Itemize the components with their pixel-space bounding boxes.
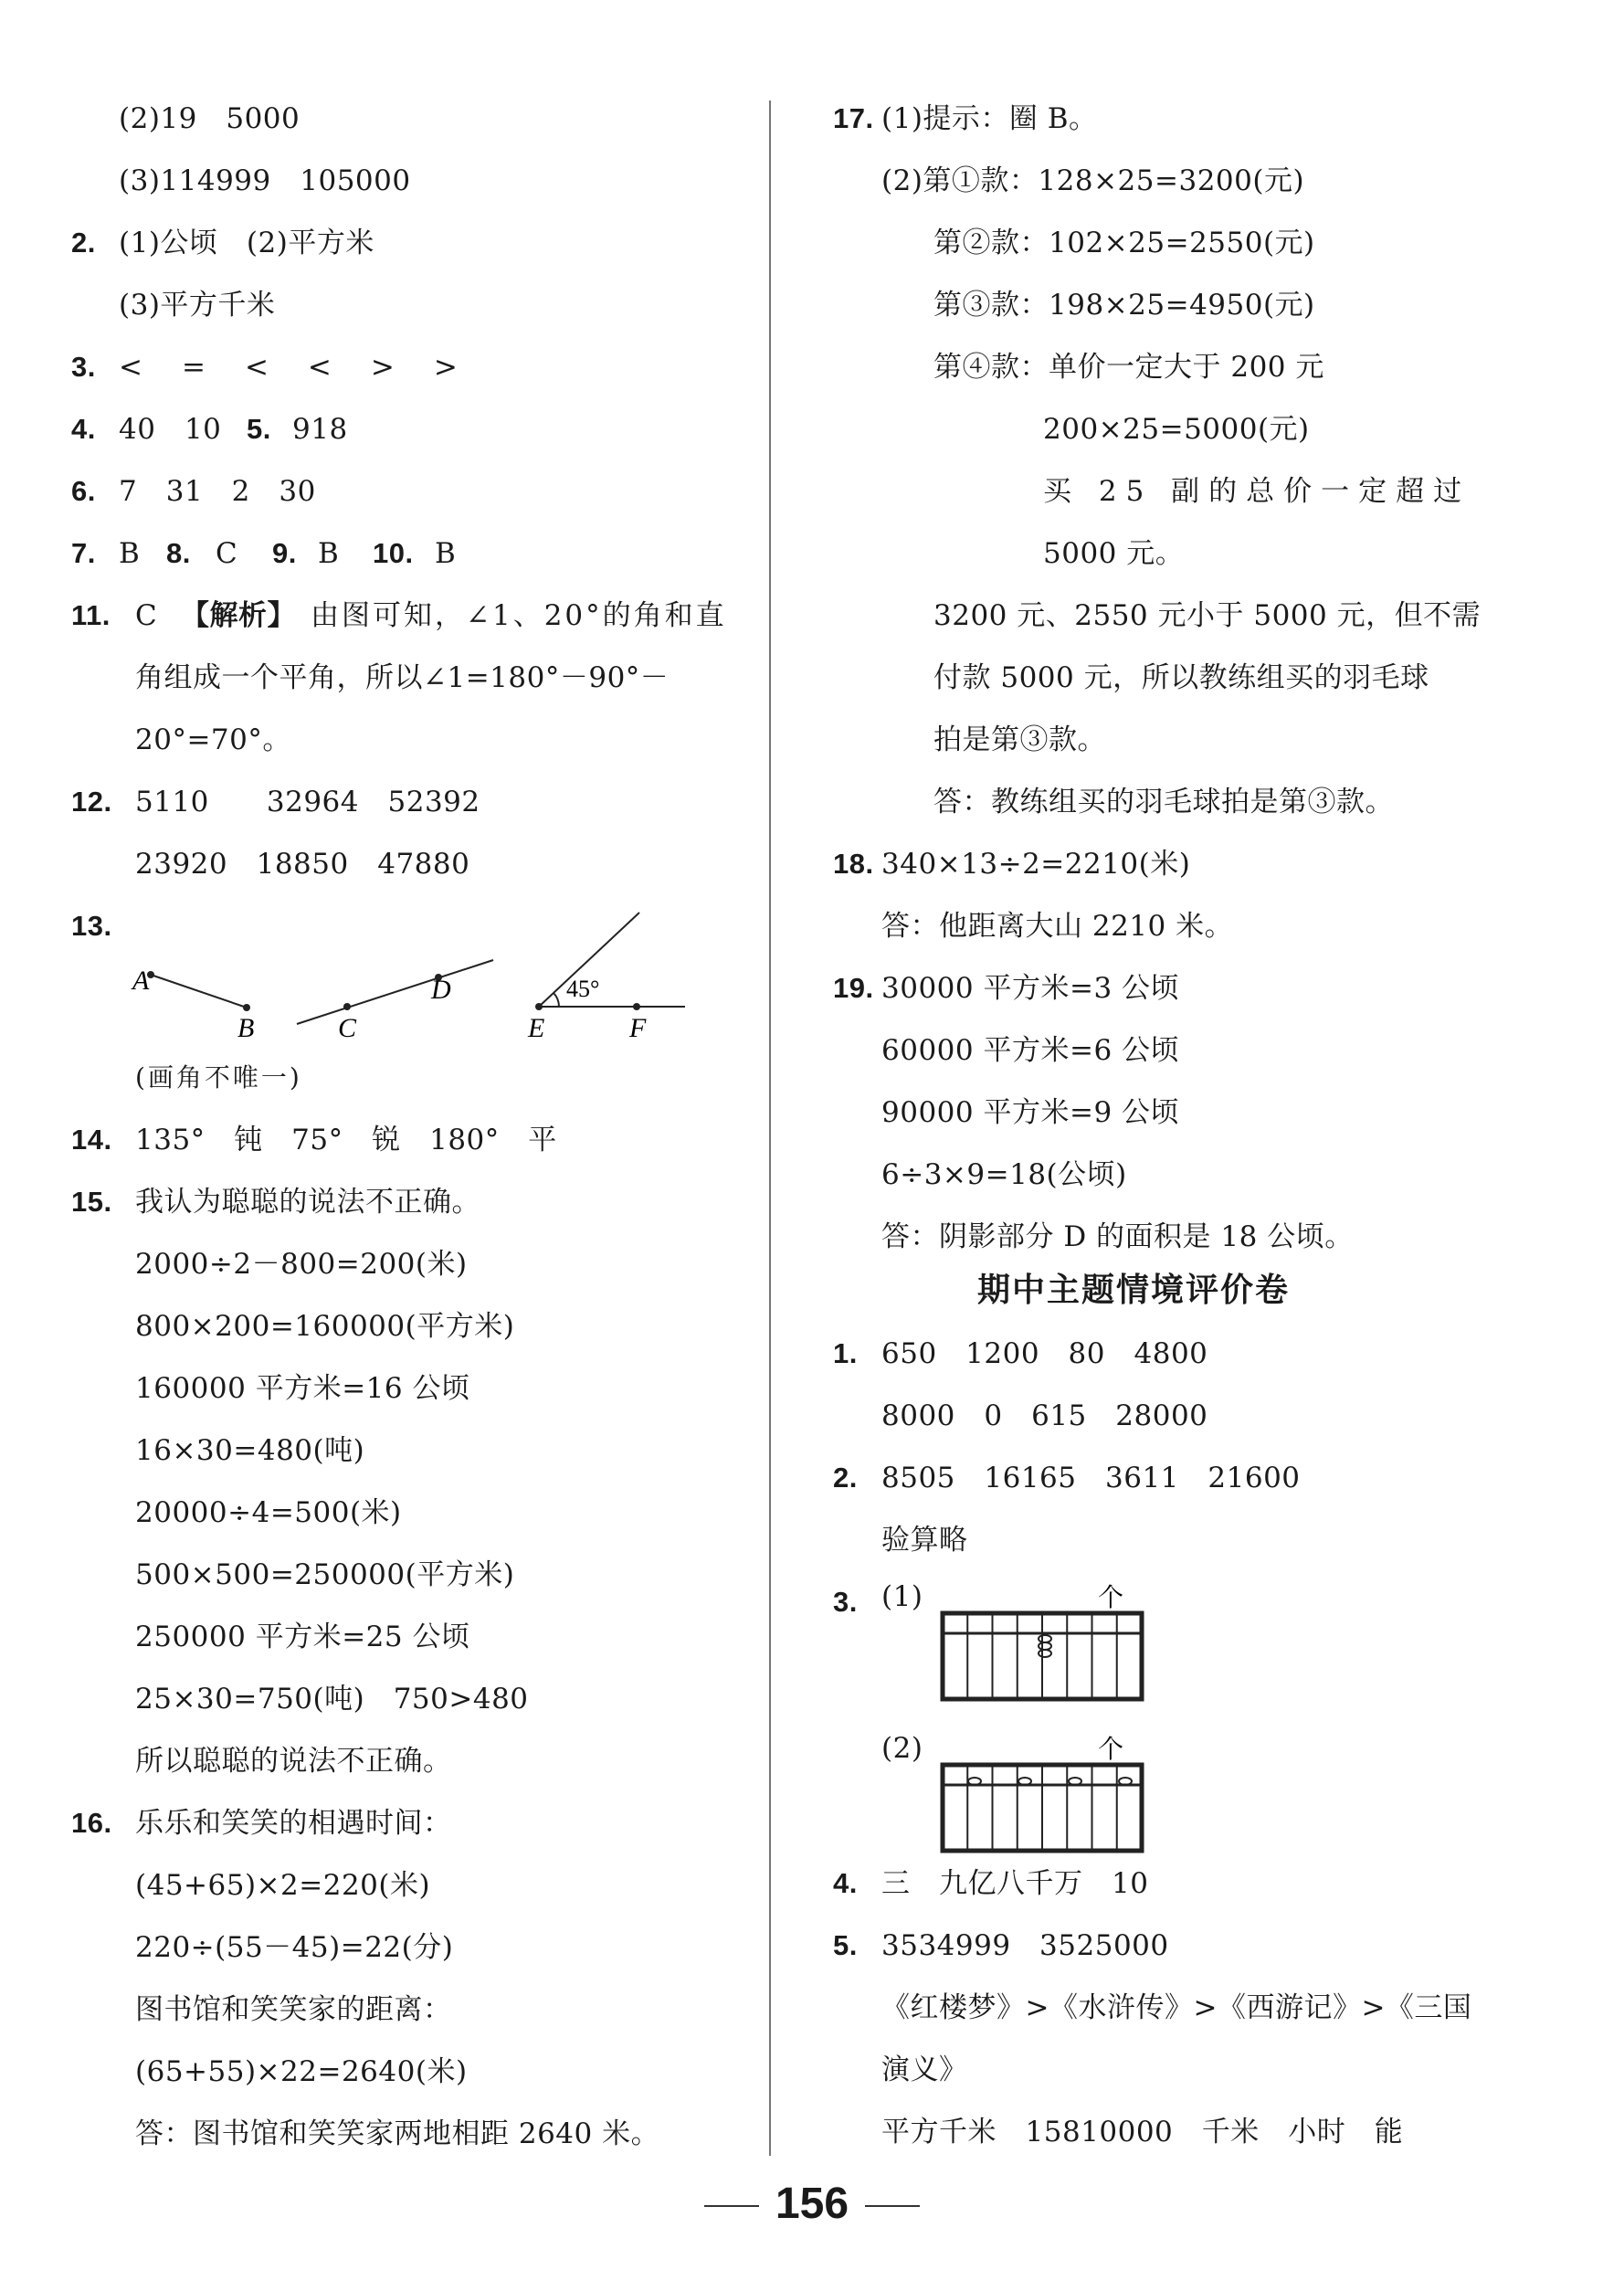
question-number: 4. xyxy=(71,413,96,445)
answer-line: 16×30=480(吨) xyxy=(135,1434,365,1467)
answer-line: (65+55)×22=2640(米) xyxy=(135,2055,468,2088)
answer-line: (2)19 5000 xyxy=(119,102,301,135)
label-d: D xyxy=(431,975,451,1005)
answer-line: 平方千米 15810000 千米 小时 能 xyxy=(881,2116,1404,2148)
part-label: (2) xyxy=(881,1732,923,1765)
question-number: 3. xyxy=(71,351,96,383)
answer-line: 我认为聪聪的说法不正确。 xyxy=(135,1186,480,1219)
answer-line: 20000÷4=500(米) xyxy=(135,1496,402,1529)
answer-line: C xyxy=(135,599,158,632)
answer-line: 8505 16165 3611 21600 xyxy=(881,1462,1301,1494)
answer-line: 第④款：单价一定大于 200 元 xyxy=(933,351,1324,384)
figure-note: (画角不唯一) xyxy=(135,1062,302,1093)
answer-line: 5000 元。 xyxy=(1043,537,1185,570)
answer-line: 5110 32964 52392 xyxy=(135,786,480,818)
answer-line: (2)第①款：128×25=3200(元) xyxy=(881,164,1305,197)
ones-place-label: 个 xyxy=(1098,1736,1124,1764)
question-number: 13. xyxy=(71,910,112,942)
answer-line: 500×500=250000(平方米) xyxy=(135,1558,515,1591)
answer-line: 23920 18850 47880 xyxy=(135,848,470,881)
question-number: 16. xyxy=(71,1807,112,1839)
answer-line: 答：图书馆和笑笑家两地相距 2640 米。 xyxy=(135,2117,660,2150)
question-number: 9. xyxy=(272,537,297,569)
answer-line: (1)提示：圈 B。 xyxy=(881,102,1098,135)
counter-abacus-2 xyxy=(932,1730,1151,1854)
ones-place-label: 个 xyxy=(1098,1584,1124,1612)
analysis-tag: 【解析】 xyxy=(181,599,296,632)
answer-line: 图书馆和笑笑家的距离： xyxy=(135,1993,452,2026)
answer-line: 250000 平方米=25 公顷 xyxy=(135,1621,470,1653)
page-number xyxy=(0,2179,1624,2229)
section-title: 期中主题情境评价卷 xyxy=(977,1272,1291,1309)
dash-right xyxy=(865,2205,920,2207)
answer-line: B xyxy=(119,537,141,570)
question-number: 19. xyxy=(833,972,874,1004)
answer-line: 6÷3×9=18(公顷) xyxy=(881,1158,1127,1191)
answer-line: 3534999 3525000 xyxy=(881,1929,1169,1962)
left-column xyxy=(0,0,767,2165)
question-number: 15. xyxy=(71,1186,112,1218)
answer-line: 拍是第③款。 xyxy=(933,723,1106,756)
answer-line: 验算略 xyxy=(881,1524,968,1557)
question-number: 5. xyxy=(833,1929,858,1961)
question-number: 1. xyxy=(833,1337,858,1369)
question-number: 18. xyxy=(833,848,874,880)
answer-line: 第③款：198×25=4950(元) xyxy=(933,289,1315,322)
counter-abacus-1 xyxy=(932,1578,1151,1703)
part-label: (1) xyxy=(881,1580,923,1613)
answer-line: 《红楼梦》>《水浒传》>《西游记》>《三国 xyxy=(881,1991,1472,2024)
answer-line: 340×13÷2=2210(米) xyxy=(881,848,1191,881)
label-e: E xyxy=(528,1013,545,1043)
answer-line: 演义》 xyxy=(881,2053,968,2086)
answer-line: (45+65)×2=220(米) xyxy=(135,1869,431,1902)
answer-line: (3)114999 105000 xyxy=(119,164,411,197)
question-number: 2. xyxy=(71,227,96,259)
question-number: 5. xyxy=(247,413,271,445)
question-number: 14. xyxy=(71,1124,112,1156)
answer-line: 60000 平方米=6 公顷 xyxy=(881,1034,1180,1067)
answer-line: 答：他距离大山 2210 米。 xyxy=(881,910,1234,943)
answer-line: (3)平方千米 xyxy=(119,289,276,322)
label-c: C xyxy=(338,1013,357,1043)
question-number: 8. xyxy=(166,537,191,569)
dash-left xyxy=(704,2205,759,2207)
answer-line: 650 1200 80 4800 xyxy=(881,1337,1208,1370)
answer-line: 所以聪聪的说法不正确。 xyxy=(135,1745,452,1778)
answer-line: 答：教练组买的羽毛球拍是第③款。 xyxy=(933,786,1394,818)
answer-line: 买 25 副的总价一定超过 xyxy=(1043,475,1471,508)
answer-line: 160000 平方米=16 公顷 xyxy=(135,1372,470,1405)
answer-line: 8000 0 615 28000 xyxy=(881,1399,1208,1432)
answer-line: < = < < > > xyxy=(119,351,463,384)
question-number: 3. xyxy=(833,1586,858,1618)
answer-line: 由图可知，∠1、20°的角和直 xyxy=(311,599,727,632)
answer-line: 3200 元、2550 元小于 5000 元，但不需 xyxy=(933,599,1482,632)
question-number: 2. xyxy=(833,1462,858,1494)
question-number: 4. xyxy=(833,1867,858,1899)
answer-line: 角组成一个平角，所以∠1=180°－90°－ xyxy=(135,661,670,694)
answer-line: 30000 平方米=3 公顷 xyxy=(881,972,1180,1005)
angle-figure xyxy=(128,900,694,1046)
answer-line: C xyxy=(216,537,238,570)
segment-ab xyxy=(147,971,250,1011)
page-number-text: 156 xyxy=(775,2180,849,2228)
bead-stack xyxy=(1039,1635,1051,1657)
label-f: F xyxy=(629,1013,647,1043)
answer-line: 918 xyxy=(292,413,348,446)
answer-line: 乐乐和笑笑的相遇时间： xyxy=(135,1807,452,1840)
answer-line: 20°=70°。 xyxy=(135,723,291,756)
answer-line: 40 10 xyxy=(119,413,222,446)
right-column xyxy=(776,0,1624,2165)
answer-line: 800×200=160000(平方米) xyxy=(135,1310,515,1343)
label-a: A xyxy=(132,966,150,996)
answer-line: 第②款：102×25=2550(元) xyxy=(933,227,1315,259)
answer-line: (1)公顷 (2)平方米 xyxy=(119,227,374,259)
question-number: 17. xyxy=(833,102,874,134)
question-number: 6. xyxy=(71,475,96,507)
question-number: 10. xyxy=(373,537,414,569)
column-divider xyxy=(769,100,771,2156)
angle-45 xyxy=(535,913,685,1010)
answer-line: 2000÷2－800=200(米) xyxy=(135,1248,468,1281)
answer-line: 答：阴影部分 D 的面积是 18 公顷。 xyxy=(881,1220,1354,1253)
answer-line: 135° 钝 75° 锐 180° 平 xyxy=(135,1124,557,1156)
answer-line: 7 31 2 30 xyxy=(119,475,316,508)
answer-line: 90000 平方米=9 公顷 xyxy=(881,1096,1180,1129)
answer-line: 220÷(55－45)=22(分) xyxy=(135,1931,454,1964)
label-b: B xyxy=(237,1013,255,1043)
ray-cd xyxy=(297,960,493,1024)
answer-line: B xyxy=(318,537,340,570)
answer-line: B xyxy=(435,537,457,570)
angle-label: 45° xyxy=(566,976,600,1002)
answer-line: 200×25=5000(元) xyxy=(1043,413,1310,446)
question-number: 7. xyxy=(71,537,96,569)
question-number: 11. xyxy=(71,599,111,631)
question-number: 12. xyxy=(71,786,112,818)
answer-line: 三 九亿八千万 10 xyxy=(881,1867,1149,1900)
answer-line: 付款 5000 元，所以教练组买的羽毛球 xyxy=(933,661,1429,694)
answer-line: 25×30=750(吨) 750>480 xyxy=(135,1683,529,1716)
